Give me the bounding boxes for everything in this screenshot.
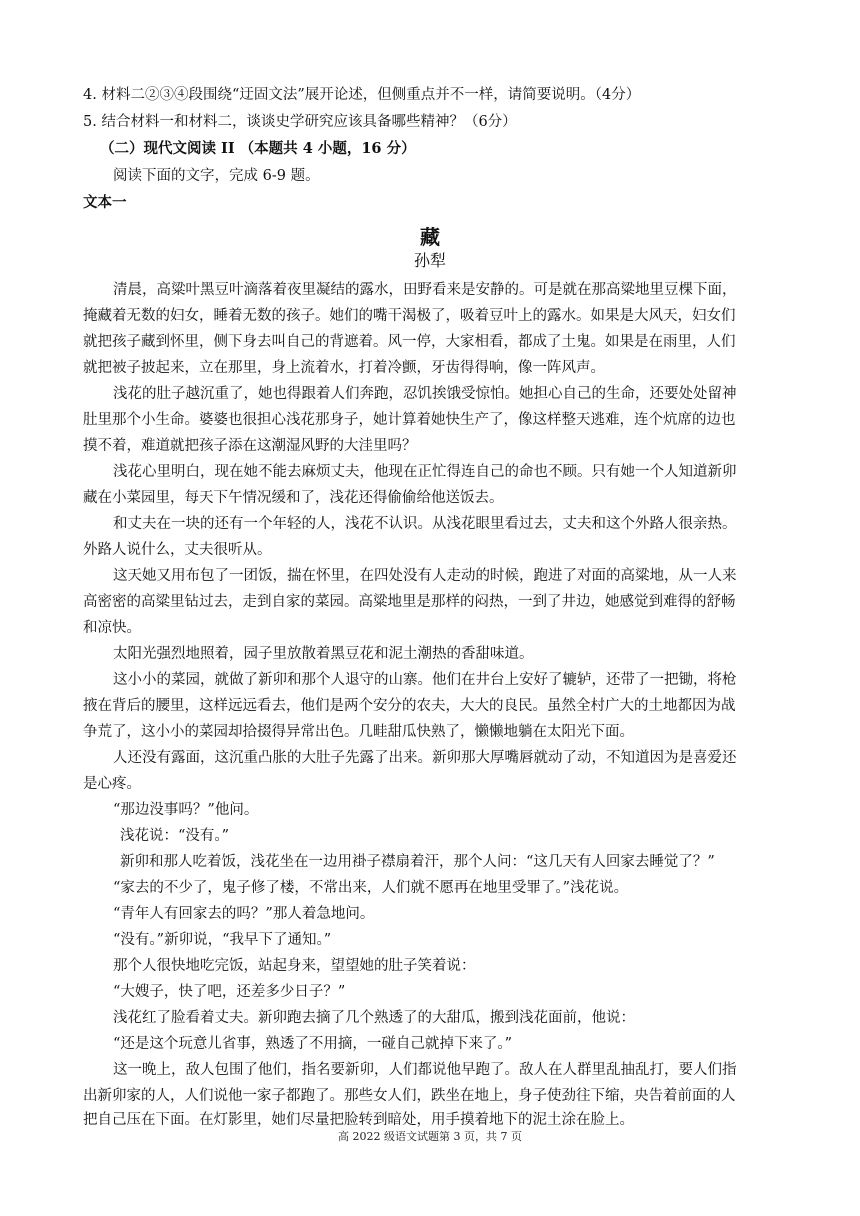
- story-line: 是心疼。: [83, 776, 141, 792]
- story-line: 争荒了，这小小的菜园却拾掇得异常出色。几畦甜瓜快熟了，懒懒地躺在太阳光下面。: [83, 724, 634, 740]
- story-title: 藏: [420, 225, 440, 249]
- story-line: “青年人有回家去的吗？”那人着急地问。: [113, 906, 375, 922]
- story-line: 藏在小菜园里，每天下午情况缓和了，浅花还得偷偷给他送饭去。: [83, 490, 504, 506]
- story-line: 掩藏着无数的妇女，睡着无数的孩子。她们的嘴干渴极了，吸着豆叶上的露水。如果是大风天，妇女们: [83, 308, 736, 324]
- story-line: 这小小的菜园，就做了新卯和那个人退守的山寨。他们在井台上安好了辘轳，还带了一把锄，将枪: [113, 672, 737, 688]
- story-line: 人还没有露面，这沉重凸胀的大肚子先露了出来。新卯那大厚嘴唇就动了动，不知道因为是喜爱还: [113, 750, 737, 766]
- story-line: “家去的不少了，鬼子修了楼，不常出来，人们就不愿再在地里受罪了。”浅花说。: [113, 880, 629, 896]
- story-line: 浅花红了脸看着丈夫。新卯跑去摘了几个熟透了的大甜瓜，搬到浅花面前，他说：: [113, 1010, 635, 1026]
- story-line: 太阳光强烈地照着，园子里放散着黑豆花和泥土潮热的香甜味道。: [113, 646, 534, 662]
- story-line: 摸不着，难道就把孩子添在这潮湿风野的大洼里吗？: [83, 438, 417, 454]
- story-line: 那个人很快地吃完饭，站起身来，望望她的肚子笑着说：: [113, 958, 476, 974]
- story-line: 和丈夫在一块的还有一个年轻的人，浅花不认识。从浅花眼里看过去，丈夫和这个外路人很亲热。: [113, 516, 737, 532]
- question-5: 5. 结合材料一和材料二，谈谈史学研究应该具备哪些精神？（6分）: [83, 114, 517, 130]
- story-line: 浅花的肚子越沉重了，她也得跟着人们奔跑，忍饥挨饿受惊怕。她担心自己的生命，还要处处留神: [113, 386, 737, 402]
- story-line: “大嫂子，快了吧，还差多少日子？”: [113, 984, 346, 1000]
- story-line: 浅花心里明白，现在她不能去麻烦丈夫，他现在正忙得连自己的命也不顾。只有她一个人知道新卯: [113, 464, 737, 480]
- section-heading: （二）现代文阅读 II （本题共 4 小题，16 分）: [100, 140, 416, 157]
- story-line: 出新卯家的人，人们说他一家子都跑了。那些女人们，跌坐在地上，身子使劲往下缩，央告着前面的人: [83, 1088, 736, 1104]
- story-line: “那边没事吗？”他问。: [113, 802, 259, 818]
- page-footer: 高 2022 级语文试题第 3 页，共 7 页: [338, 1130, 522, 1143]
- story-line: “还是这个玩意儿省事，熟透了不用摘，一碰自己就掉下来了。”: [113, 1036, 513, 1052]
- story-line: 和凉快。: [83, 620, 141, 636]
- story-line: 把自己压在下面。在灯影里，她们尽量把脸转到暗处，用手摸着地下的泥土涂在脸上。: [83, 1112, 634, 1128]
- story-line: 新卯和那人吃着饭，浅花坐在一边用褂子襟扇着汗，那个人问：“这几天有人回家去睡觉了？”: [120, 854, 715, 870]
- story-line: 就把被子披起来，立在那里，身上流着水，打着冷颤，牙齿得得响，像一阵风声。: [83, 360, 605, 376]
- story-line: 肚里那个小生命。婆婆也很担心浅花那身子，她计算着她快生产了，像这样整天逃难，连个炕席的边也: [83, 412, 736, 428]
- story-line: 浅花说：“没有。”: [120, 828, 230, 844]
- story-author: 孙犁: [413, 251, 446, 270]
- story-line: 清晨，高粱叶黑豆叶滴落着夜里凝结的露水，田野看来是安静的。可是就在那高粱地里豆棵下面，: [113, 282, 737, 298]
- story-line: “没有。”新卯说，“我早下了通知。”: [113, 932, 332, 948]
- story-line: 掖在背后的腰里，这样远远看去，他们是两个安分的农夫，大大的良民。虽然全村广大的土地都因为战: [83, 698, 736, 714]
- text-label: 文本一: [83, 194, 127, 211]
- section-instruction: 阅读下面的文字，完成 6-9 题。: [113, 168, 320, 184]
- question-4: 4. 材料二②③④段围绕“迂固文法”展开论述，但侧重点并不一样，请简要说明。（4分）: [83, 87, 641, 103]
- story-line: 这天她又用布包了一团饭，揣在怀里，在四处没有人走动的时候，跑进了对面的高粱地，从一人来: [113, 568, 737, 584]
- story-line: 这一晚上，敌人包围了他们，指名要新卯，人们都说他早跑了。敌人在人群里乱抽乱打，要人们指: [113, 1062, 737, 1078]
- story-line: 高密密的高粱里钻过去，走到自家的菜园。高粱地里是那样的闷热，一到了井边，她感觉到难得的舒畅: [83, 594, 736, 610]
- story-line: 就把孩子藏到怀里，侧下身去叫自己的背遮着。风一停，大家相看，都成了土鬼。如果是在雨里，人们: [83, 334, 736, 350]
- story-line: 外路人说什么，丈夫很听从。: [83, 542, 272, 558]
